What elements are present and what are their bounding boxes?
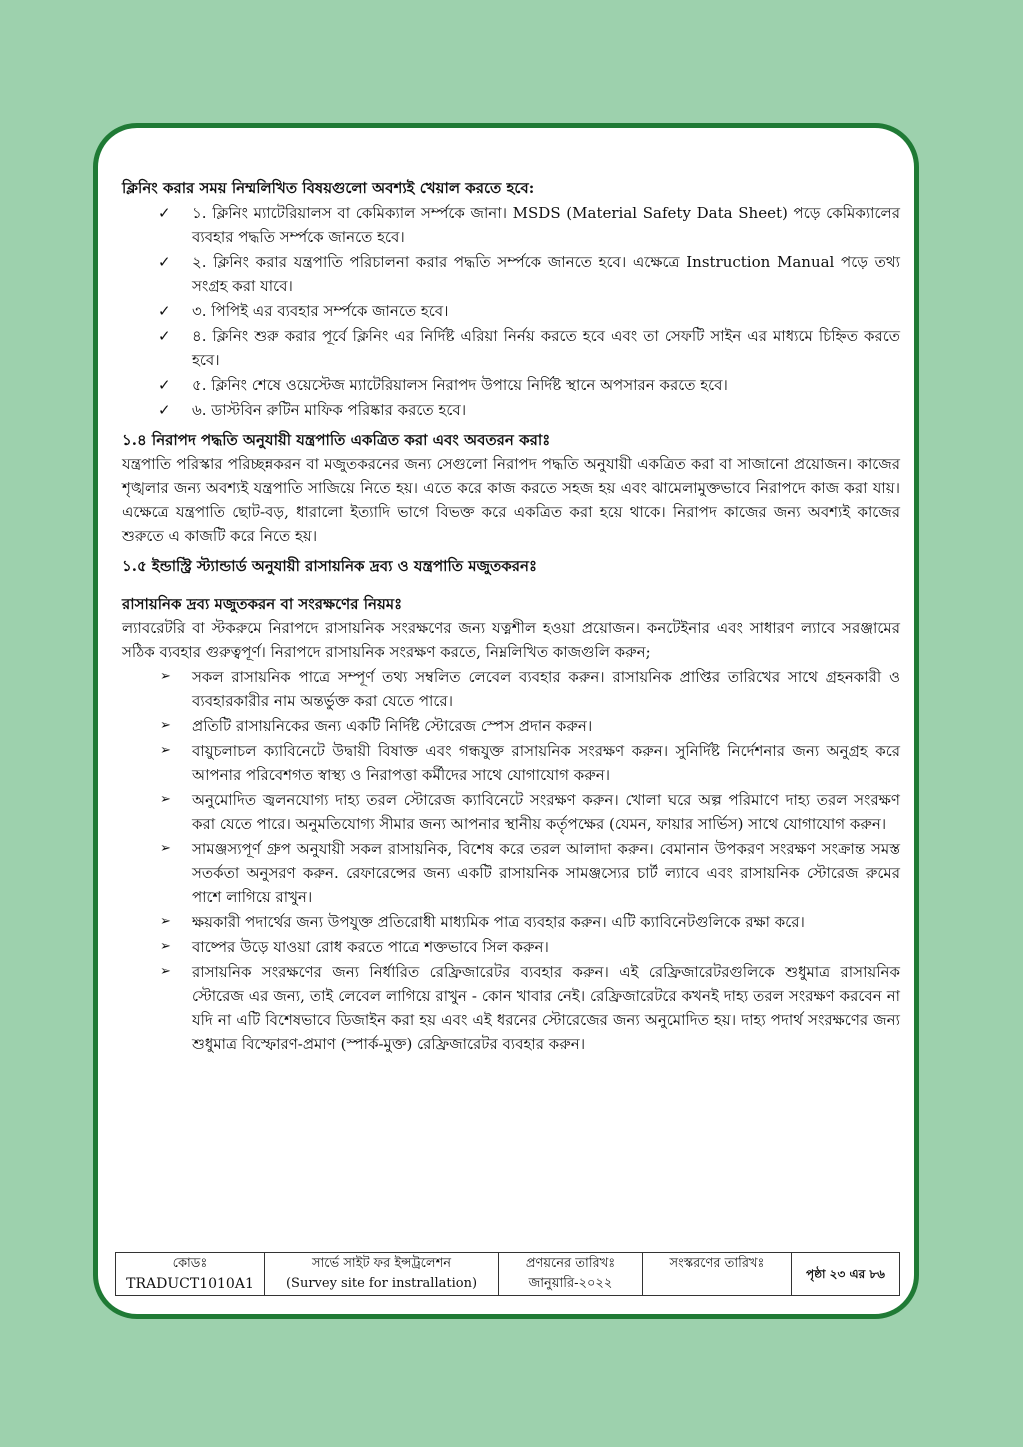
list-item: ➢ অনুমোদিত জ্বলনযোগ্য দাহ্য তরল স্টোরেজ ক্যাবিনেটে সংরক্ষণ করুন। খোলা ঘরে অল্প পরিমাণে দাহ্য তরল সংরক্ষণ করা যেতে পারে। অনুমতিযোগ্য সীমার জন্য আপনার স্থানীয় কর্তৃপক্ষের (যেমন, ফায়ার সার্ভিস) সাথে যোগাযোগ করুন। — [122, 788, 900, 836]
page-number: পৃষ্ঠা ২৩ এর ৮৬ — [792, 1253, 900, 1296]
prep-label: প্রণয়নের তারিখঃ — [525, 1256, 616, 1271]
list-item: ➢ প্রতিটি রাসায়নিকের জন্য একটি নির্দিষ্ট স্টোরেজ স্পেস প্রদান করুন। — [122, 714, 900, 738]
check-icon: ✓ — [158, 253, 171, 271]
list-item: ➢ রাসায়নিক সংরক্ষণের জন্য নির্ধারিত রেফ্রিজারেটর ব্যবহার করুন। এই রেফ্রিজারেটরগুলিকে শুধুমাত্র রাসায়নিক স্টোরেজ এর জন্য, তাই লেবেল লাগিয়ে রাখুন - কোন খাবার নেই। রেফ্রিজারেটরে কখনই দাহ্য তরল সংরক্ষণ করবেন না যদি না এটি বিশেষভাবে ডিজাইন করা হয় এবং এই ধরনের স্টোরেজের জন্য অনুমোদিত হয়। দাহ্য পদার্থ সংরক্ষণের জন্য শুধুমাত্র বিস্ফোরণ-প্রমাণ (স্পার্ক-মুক্ত) রেফ্রিজারেটর ব্যবহার করুন। — [122, 960, 900, 1056]
check-icon: ✓ — [158, 376, 171, 394]
list-item: ✓ ৩. পিপিই এর ব্যবহার সর্ম্পকে জানতে হবে। — [122, 299, 900, 323]
list-item: ✓ ৪. ক্লিনিং শুরু করার পূর্বে ক্লিনিং এর নির্দিষ্ট এরিয়া নির্নয় করতে হবে এবং তা সেফটি সাইন এর মাধ্যমে চিহ্নিত করতে হবে। — [122, 324, 900, 372]
footer-rev-cell — [643, 1253, 792, 1296]
section-1-4-heading: ১.৪ নিরাপদ পদ্ধতি অনুযায়ী যন্ত্রপাতি একত্রিত করা এবং অবতরন করাঃ — [122, 431, 551, 449]
arrow-bullet-icon: ➢ — [160, 939, 171, 954]
footer-prep-cell — [499, 1253, 643, 1296]
list-item: ✓ ৫. ক্লিনিং শেষে ওয়েস্টেজ ম্যাটেরিয়ালস নিরাপদ উপায়ে নির্দিষ্ট স্থানে অপসারন করতে হবে। — [122, 373, 900, 397]
check-icon: ✓ — [158, 327, 171, 345]
footer-code-cell — [116, 1253, 265, 1296]
arrow-bullet-icon: ➢ — [160, 964, 171, 979]
arrow-bullet-icon: ➢ — [160, 718, 171, 733]
code-label: কোডঃ — [172, 1256, 208, 1271]
check-icon: ✓ — [158, 302, 171, 320]
list-item: ➢ সকল রাসায়নিক পাত্রে সম্পূর্ণ তথ্য সম্বলিত লেবেল ব্যবহার করুন। রাসায়নিক প্রাপ্তির তারিখের সাথে গ্রহনকারী ও ব্যবহারকারীর নাম অন্তর্ভুক্ত করা যেতে পারে। — [122, 665, 900, 713]
rev-label: সংস্করণের তারিখঃ — [669, 1256, 765, 1271]
code-value: TRADUCT1010A1 — [126, 1276, 254, 1292]
arrow-bullet-icon: ➢ — [160, 914, 171, 929]
list-item: ➢ বায়ুচলাচল ক্যাবিনেটে উদ্বায়ী বিষাক্ত এবং গন্ধযুক্ত রাসায়নিক সংরক্ষণ করুন। সুনির্দিষ্ট নির্দেশনার জন্য অনুগ্রহ করে আপনার পরিবেশগত স্বাস্থ্য ও নিরাপত্তা কর্মীদের সাথে যোগাযোগ করুন। — [122, 739, 900, 787]
list-item: ✓ ১. ক্লিনিং ম্যাটেরিয়ালস বা কেমিক্যাল সর্ম্পকে জানা। MSDS (Material Safety Data Sheet) পড়ে কেমিক্যালের ব্যবহার পদ্ধতি সর্ম্পকে জানতে হবে। — [122, 201, 900, 249]
list-item: ✓ ২. ক্লিনিং করার যন্ত্রপাতি পরিচালনা করার পদ্ধতি সর্ম্পকে জানতে হবে। এক্ষেত্রে Instruction Manual পড়ে তথ্য সংগ্রহ করা যাবে। — [122, 250, 900, 298]
title-en: (Survey site for instrallation) — [285, 1276, 478, 1291]
footer-title-cell — [265, 1253, 499, 1296]
prep-value: জানুয়ারি-২০২২ — [528, 1276, 613, 1291]
arrow-bullet-icon: ➢ — [160, 743, 171, 758]
list-item: ✓ ৬. ডাস্টবিন রুটিন মাফিক পরিষ্কার করতে হবে। — [122, 398, 900, 422]
arrow-bullet-icon: ➢ — [160, 841, 171, 856]
cleaning-checklist — [122, 201, 900, 422]
arrow-bullet-icon: ➢ — [160, 792, 171, 807]
storage-heading: রাসায়নিক দ্রব্য মজুতকরন বা সংরক্ষণের নিয়মঃ — [122, 595, 403, 613]
section-1-5-heading: ১.৫ ইন্ডাস্ট্রি স্ট্যান্ডার্ড অনুযায়ী রাসায়নিক দ্রব্য ও যন্ত্রপাতি মজুতকরনঃ — [122, 557, 537, 575]
page-card — [93, 123, 919, 1319]
footer-table — [115, 1252, 900, 1296]
arrow-bullet-icon: ➢ — [160, 669, 171, 684]
cleaning-heading: ক্লিনিং করার সময় নিম্মলিখিত বিষয়গুলো অবশ্যই খেয়াল করতে হবে: — [122, 179, 535, 197]
check-icon: ✓ — [158, 401, 171, 419]
storage-intro: ল্যাবরেটরি বা স্টকরুমে নিরাপদে রাসায়নিক সংরক্ষণের জন্য যত্নশীল হওয়া প্রয়োজন। কনটেইনার এবং সাধারণ ল্যাবে সরঞ্জামের সঠিক ব্যবহার গুরুত্বপূর্ণ। নিরাপদে রাসায়নিক সংরক্ষণ করতে, নিম্নলিখিত কাজগুলি করুন; — [122, 619, 900, 661]
section-1-4-body: যন্ত্রপাতি পরিস্কার পরিচ্ছন্নকরন বা মজুতকরনের জন্য সেগুলো নিরাপদ পদ্ধতি অনুযায়ী একত্রিত করা বা সাজানো প্রয়োজন। কাজের শৃঙ্খলার জন্য অবশ্যই যন্ত্রপাতি সাজিয়ে নিতে হয়। এতে করে কাজ করতে সহজ হয় এবং ঝামেলামুক্তভাবে নিরাপদে কাজ করা যায়। এক্ষেত্রে যন্ত্রপাতি ছোট-বড়, ধারালো ইত্যাদি ভাগে বিভক্ত করে একত্রিত করা হয়ে থাকে। নিরাপদ কাজের জন্য অবশ্যই কাজের শুরুতে এ কাজটি করে নিতে হয়। — [122, 455, 900, 545]
check-icon: ✓ — [158, 204, 171, 222]
list-item: ➢ সামঞ্জস্যপূর্ণ গ্রুপ অনুযায়ী সকল রাসায়নিক, বিশেষ করে তরল আলাদা করুন। বেমানান উপকরণ সংরক্ষণ সংক্রান্ত সমস্ত সতর্কতা অনুসরণ করুন. রেফারেন্সের জন্য একটি রাসায়নিক সামঞ্জস্যের চার্ট ল্যাবে এবং রাসায়নিক স্টোরেজ রুমের পাশে লাগিয়ে রাখুন। — [122, 837, 900, 909]
storage-rules-list — [122, 665, 900, 1056]
list-item: ➢ বাষ্পের উড়ে যাওয়া রোধ করতে পাত্রে শক্তভাবে সিল করুন। — [122, 935, 900, 959]
list-item: ➢ ক্ষয়কারী পদার্থের জন্য উপযুক্ত প্রতিরোধী মাধ্যমিক পাত্র ব্যবহার করুন। এটি ক্যাবিনেটগুলিকে রক্ষা করে। — [122, 910, 900, 934]
title-bn: সার্ভে সাইট ফর ইন্সট্রলেশন — [311, 1256, 452, 1271]
document-body — [122, 176, 900, 1057]
